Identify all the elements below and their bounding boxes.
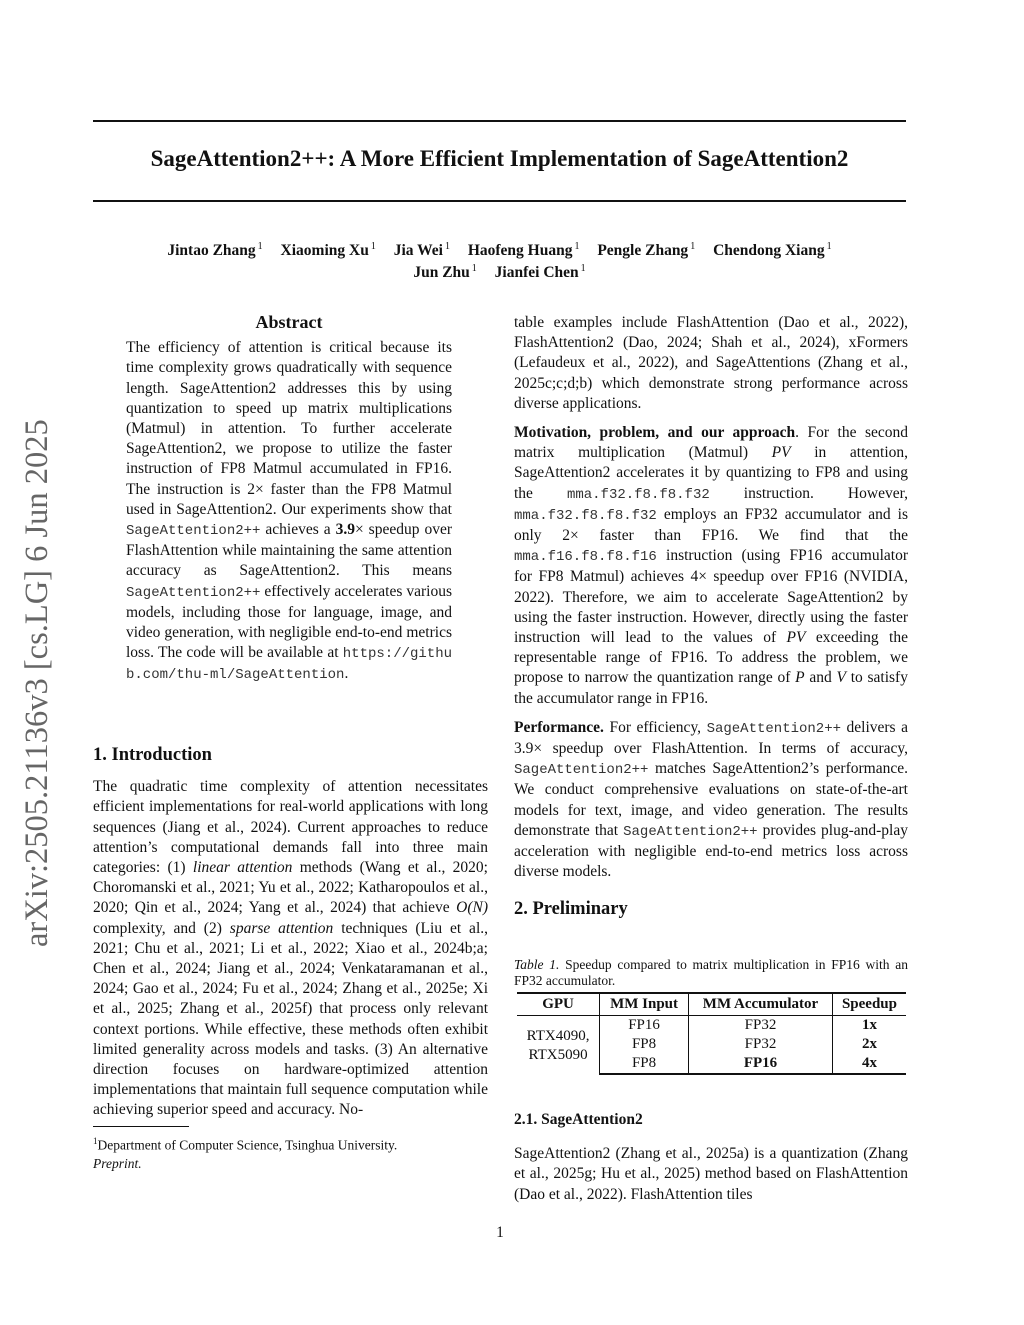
title-top-rule — [93, 120, 906, 122]
table-cell: FP16 — [600, 1016, 689, 1036]
table-cell: FP8 — [600, 1054, 689, 1074]
table-header: GPU — [517, 993, 600, 1016]
introduction-section — [93, 745, 488, 1121]
table-cell-gpu: RTX4090, RTX5090 — [517, 1016, 600, 1075]
intro-paragraph: The quadratic time complexity of attention necessitates efficient implementations for real-world applications with long sequences (Jiang et al., 2024). Current approaches to reduce attention’s computational demands fall into three main categories: (1) linear attention methods (Wang et al., 2020; Choromanski et al., 2021; Yu et al., 2022; Katharopoulos et al., 2020; Qin et al., 2024; Yang et al., 2024) that achieve O(N) complexity, and (2) sparse attention techniques (Liu et al., 2021; Chu et al., 2021; Li et al., 2022; Xiao et al., 2024b;a; Chen et al., 2024; Jiang et al., 2024; Venkataramanan et al., 2024; Gao et al., 2024; Fu et al., 2024; Zhang et al., 2025e; Xi et al., 2025; Zhang et al., 2025f) that process only relevant context portions. While effective, these methods often exhibit limited generality across models and tasks. (3) An alternative direction focuses on hardware-optimized attention implementations that maintain full sequence computation while achieving superior speed and accuracy. No- — [93, 778, 488, 1119]
paper-title: SageAttention2++: A More Efficient Implementation of SageAttention2 — [150, 146, 849, 171]
paragraph-motivation: Motivation, problem, and our approach. For the second matrix multiplication (Matmul) PV in attention, SageAttention2 accelerates it by quantizing to FP8 and using the mma.f32.f8.f8.f32 instruction. However, mma.f32.f8.f8.f32 employs an FP32 accumulator and is only 2× faster than FP16. We find that the mma.f16.f8.f8.f16 instruction (using FP16 accumulator for FP8 Matmul) achieves 4× speedup over FP16 (NVIDIA, 2022). Therefore, we aim to accelerate SageAttention2 by using the faster instruction. However, directly using the faster instruction will lead to the values of PV exceeding the representable range of FP16. To address the problem, we propose to narrow the quantization range of P and V to satisfy the accumulator range in FP16. — [514, 424, 909, 707]
code-link[interactable]: https://github.com/thu-ml/SageAttention — [126, 646, 452, 684]
table-row — [517, 1016, 906, 1036]
title-bottom-rule — [93, 200, 906, 202]
abstract-block — [126, 312, 452, 686]
table-cell: 2x — [861, 1036, 877, 1052]
author: Jintao Zhang $^1$ — [167, 241, 263, 260]
paragraph-performance: Performance. For efficiency, SageAttention2++ delivers a 3.9× speedup over FlashAttention. In terms of accuracy, SageAttention2++ matches SageAttention2’s performance. We conduct comprehensive evaluations on state-of-the-art models for text, image, and video generation. The results demonstrate that SageAttention2++ provides plug-and-play acceleration with negligible end-to-end metrics loss across diverse models. — [514, 718, 908, 881]
footnote: $^1$Department of Computer Science, Tsinghua University. Preprint. — [93, 1136, 398, 1171]
table-header: MM Input — [600, 993, 689, 1016]
paragraph-continued: table examples include FlashAttention (Dao et al., 2022), FlashAttention2 (Dao, 2024; Shah et al., 2024), xFormers (Lefaudeux et al., 2022), and SageAttentions (Zhang et al., 2025c;c;d;b) which demonstrate strong performance across diverse applications. — [514, 314, 908, 412]
preliminary-heading-block — [514, 899, 908, 919]
footnote-rule — [93, 1126, 189, 1127]
table-cell: FP16 — [689, 1054, 833, 1074]
author: Haofeng Huang $^1$ — [467, 241, 580, 260]
abstract-heading: Abstract — [255, 312, 323, 332]
author: Jianfei Chen $^1$ — [494, 263, 586, 282]
table-header-row — [517, 993, 906, 1016]
right-column — [514, 313, 908, 882]
author: Xiaoming Xu $^1$ — [280, 241, 376, 260]
author: Jia Wei $^1$ — [393, 241, 450, 260]
section-heading-introduction: 1. Introduction — [93, 745, 212, 765]
subsection-heading: 2.1. SageAttention2 — [514, 1111, 643, 1128]
page-number: 1 — [496, 1224, 504, 1241]
author: Chendong Xiang $^1$ — [713, 241, 832, 260]
table-header: Speedup — [832, 993, 906, 1016]
table-cell: FP8 — [600, 1035, 689, 1054]
arxiv-identifier: arXiv:2505.21136v3 [cs.LG] 6 Jun 2025 — [19, 419, 55, 947]
table-header: MM Accumulator — [689, 993, 833, 1016]
table-cell: FP32 — [689, 1016, 833, 1036]
table-cell: FP32 — [689, 1035, 833, 1054]
table-caption: Table 1. Speedup compared to matrix multiplication in FP16 with an FP32 accumulator. — [514, 957, 908, 988]
abstract-text: The efficiency of attention is critical because its time complexity grows quadratically with sequence length. SageAttention2 addresses this by using quantization to speed up matrix multiplications (Matmul) in attention. To further accelerate SageAttention2, we propose to utilize the faster instruction of FP8 Matmul accumulated in FP16. The instruction is 2× faster than the FP8 Matmul used in SageAttention2. Our experiments show that SageAttention2++ achieves a 3.9× speedup over FlashAttention while maintaining the same attention accuracy as SageAttention2. This means SageAttention2++ effectively accelerates various models, including those for language, image, and video generation, with negligible end-to-end metrics loss. The code will be available at https://github.com/thu-ml/SageAttention. — [126, 339, 452, 684]
author: Pengle Zhang $^1$ — [597, 241, 696, 260]
author: Jun Zhu $^1$ — [413, 263, 477, 282]
sageattention2-subsection — [514, 1110, 908, 1205]
table-cell: 1x — [861, 1017, 877, 1033]
author-list-line2 — [93, 258, 906, 284]
table-cell: 4x — [832, 1054, 906, 1074]
speedup-table — [517, 992, 906, 1075]
subsection-paragraph: SageAttention2 (Zhang et al., 2025a) is a quantization (Zhang et al., 2025g; Hu et al., 2025) method based on FlashAttention (Dao et al., 2022). FlashAttention tiles — [514, 1145, 908, 1203]
section-heading-preliminary: 2. Preliminary — [514, 899, 628, 919]
